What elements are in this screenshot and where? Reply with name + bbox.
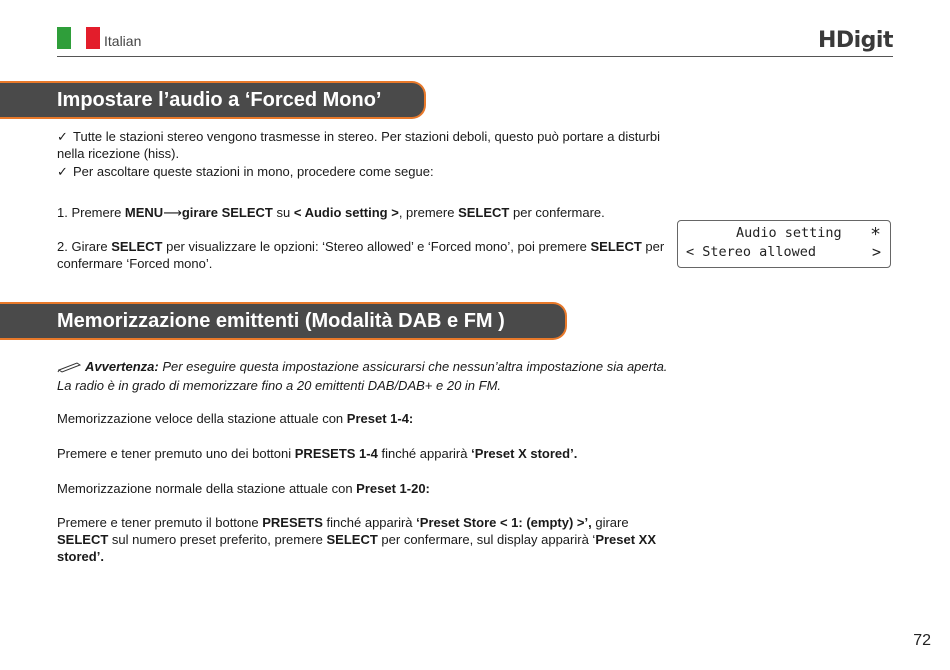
quick-save-heading: Memorizzazione veloce della stazione attuale con Preset 1-4: xyxy=(57,411,414,426)
normal-save-instruction: Premere e tener premuto il bottone PRESETS finché apparirà ‘Preset Store < 1: (empty) >’, girare SELECT sul numero preset preferito, premere SELECT per confermare, sul display apparirà ‘Preset XX stored’. xyxy=(57,515,657,564)
warning-note: Avvertenza: Per eseguire questa impostazione assicurarsi che nessun’altra impostazione sia aperta. La radio è in grado di memorizzare fino a 20 emittenti DAB/DAB+ e 20 in FM. xyxy=(57,359,668,393)
bullet-1-text: Tutte le stazioni stereo vengono trasmesse in stereo. Per stazioni deboli, questo può portare a disturbi xyxy=(73,129,661,144)
section-title-memorizzazione: Memorizzazione emittenti (Modalità DAB e FM ) xyxy=(0,302,567,340)
quick-save-instruction: Premere e tener premuto uno dei bottoni PRESETS 1-4 finché apparirà ‘Preset X stored’. xyxy=(57,446,578,461)
display-line-2: < Stereo allowed xyxy=(686,244,817,260)
language-label: Italian xyxy=(104,33,142,49)
chevron-right-icon: > xyxy=(871,243,881,261)
brand-logo xyxy=(818,28,893,53)
step-2: 2. Girare SELECT per visualizzare le opzioni: ‘Stereo allowed’ e ‘Forced mono’, poi premere SELECT per confermare ‘Forced mono’. xyxy=(57,239,665,271)
display-line-1: Audio setting xyxy=(736,225,842,241)
header-divider xyxy=(57,56,893,57)
bullet-2 xyxy=(57,163,434,180)
pencil-icon xyxy=(57,360,85,377)
page-number: 72 xyxy=(913,632,931,649)
logo-text: HDigit xyxy=(817,28,893,53)
bullet-1-text-cont: nella ricezione (hiss). xyxy=(57,146,180,161)
italian-flag-icon xyxy=(57,27,100,49)
bullet-2-text: Per ascoltare queste stazioni in mono, procedere come segue: xyxy=(73,164,434,179)
radio-display xyxy=(677,220,891,268)
star-icon: * xyxy=(870,224,881,245)
section-title-forced-mono: Impostare l’audio a ‘Forced Mono’ xyxy=(0,81,426,119)
bullet-1 xyxy=(57,128,660,162)
step-1: 1. Premere MENU⟶girare SELECT su < Audio setting >, premere SELECT per confermare. xyxy=(57,205,605,220)
normal-save-heading: Memorizzazione normale della stazione attuale con Preset 1-20: xyxy=(57,481,430,496)
right-arrow-icon: ⟶ xyxy=(163,205,182,220)
check-icon: ✓ xyxy=(57,129,68,144)
check-icon: ✓ xyxy=(57,164,68,179)
